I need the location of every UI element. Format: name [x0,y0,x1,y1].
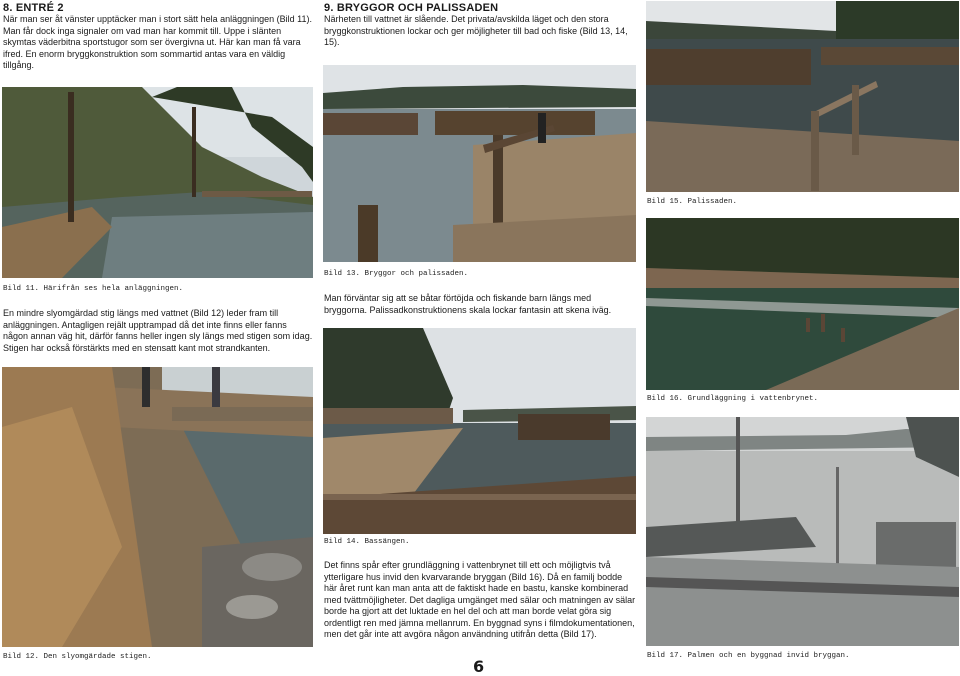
photo-bild-16 [646,218,959,390]
intro-text-bryggor: Närheten till vattnet är slående. Det privata/avskilda läget och den stora bryggkonstruktionen lockar och ger möjligheter till bad och fiske (Bild 13, 14, 15). [324,14,628,47]
body-text-bryggor: Man förväntar sig att se båtar förtöjda och fiskande barn längs med bryggorna. Palissadkonstruktionens skala lockar fantasin att skena iväg. [324,293,612,315]
photo-bild-13 [323,65,636,262]
photo-bild-12 [2,367,313,647]
caption-bild-17: Bild 17. Palmen och en byggnad invid bryggan. [647,652,850,660]
caption-bild-15: Bild 15. Palissaden. [647,198,738,206]
caption-bild-13: Bild 13. Bryggor och palissaden. [324,270,469,278]
section-heading-entre: 8. ENTRÉ 2 [3,2,64,14]
section-heading-bryggor: 9. BRYGGOR OCH PALISSADEN [324,2,499,14]
photo-bild-11 [2,87,313,278]
body-text-grundlaggning: Det finns spår efter grundläggning i vattenbrynet till ett och möjligtvis två ytterligare hus invid den kvarvarande bryggan (Bild 16). Då en familj bodde här året runt kan man anta att de faktiskt hade en bastu, kanske kombinerad med tvättmöjligheter. Det dagliga umgänget med sälar och matningen av sälar borde ha gjort att det luktade en hel del och att man borde velat göra sig ordentligt ren med jämna mellanrum. En byggnad syns i filmdokumentationen, men det går inte att avgöra någon användning utifrån detta (Bild 17). [324,560,636,639]
body-text-stigen: En mindre slyomgärdad stig längs med vattnet (Bild 12) leder fram till anläggningen. Antagligen rejält upptrampad då det inte finns eller fanns någon annan väg hit, därför fanns heller ingen sly längs med stigen som idag. Stigen har också förstärkts med en stensatt kant mot strandkanten. [3,308,313,353]
page-number: 6 [473,657,485,676]
photo-bild-17 [646,417,959,646]
caption-bild-11: Bild 11. Härifrån ses hela anläggningen. [3,285,184,293]
photo-bild-15 [646,1,959,192]
photo-bild-14 [323,328,636,534]
caption-bild-14: Bild 14. Bassängen. [324,538,410,546]
caption-bild-12: Bild 12. Den slyomgärdade stigen. [3,653,152,661]
intro-text-entre: När man ser åt vänster upptäcker man i stort sätt hela anläggningen (Bild 11). Man får dock inga signaler om vad man har kommit till. Uppe i slänten skymtas väderbitna sportstugor som ser övergivna ut. Här kan man få vara ifred. En enorm bryggkonstruktion som sommartid antas vara en väldig tillgång. [3,14,312,70]
caption-bild-16: Bild 16. Grundläggning i vattenbrynet. [647,395,819,403]
